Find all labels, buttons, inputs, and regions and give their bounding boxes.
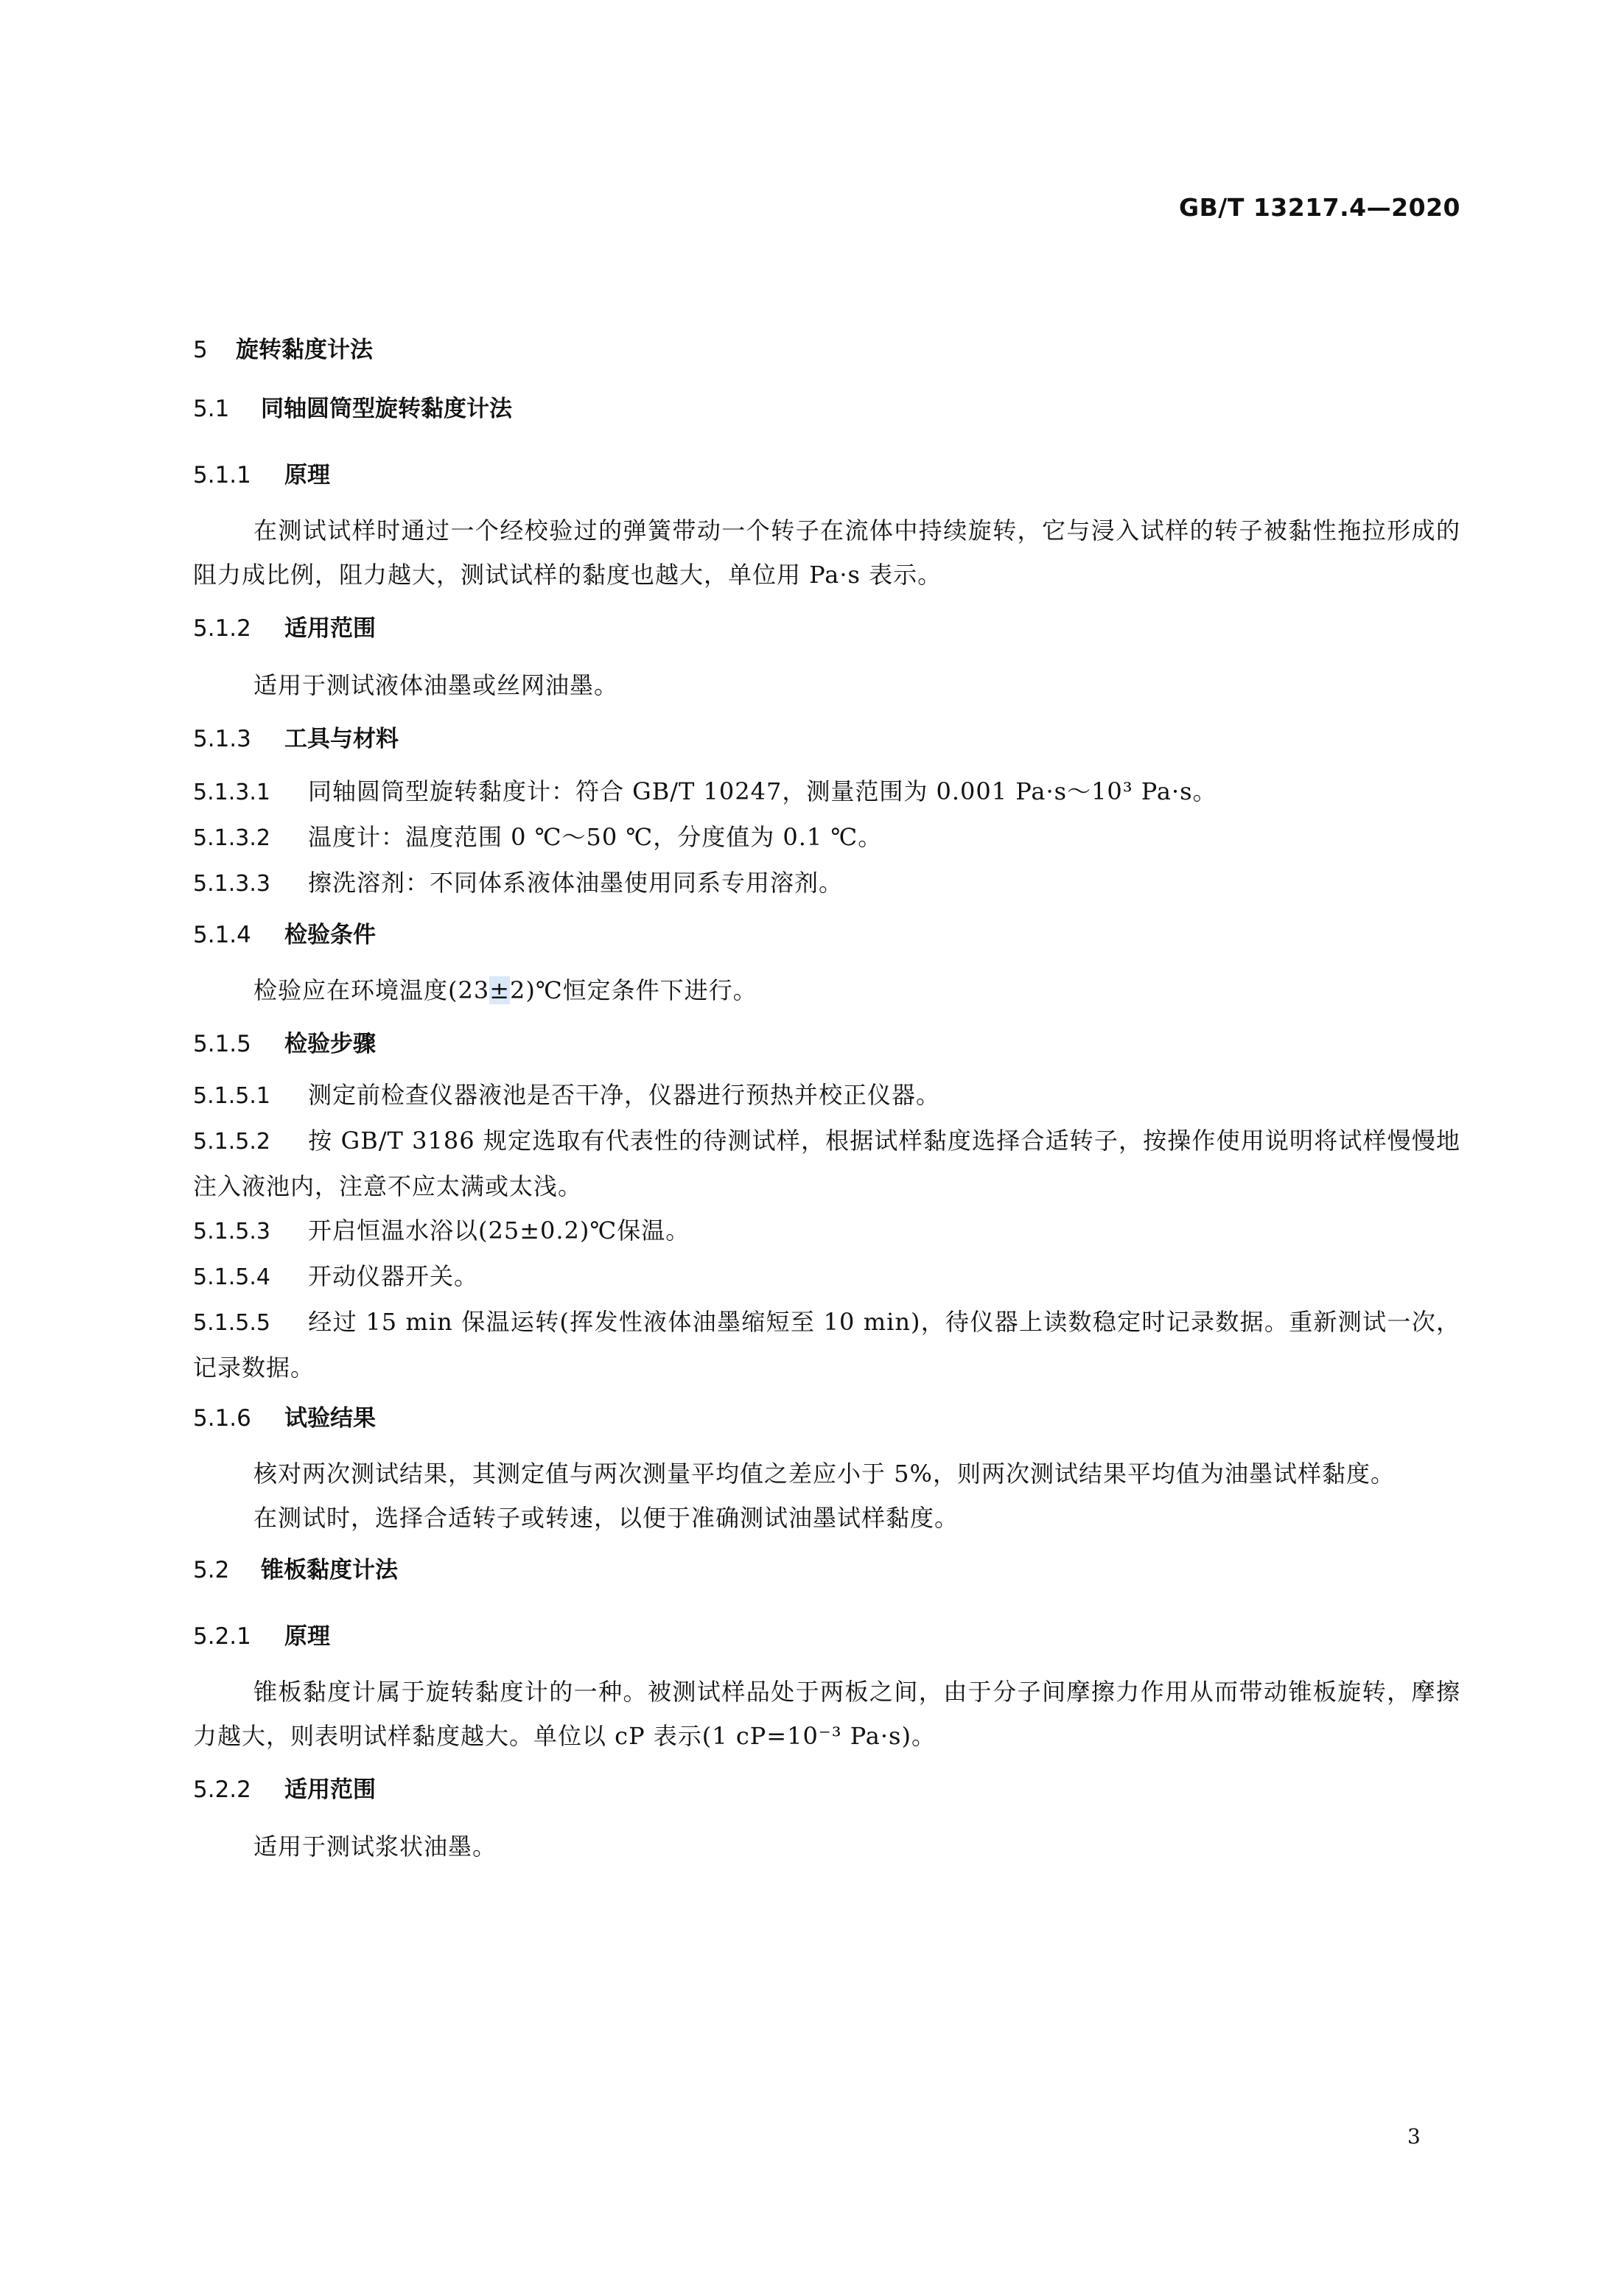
heading-title: 工具与材料: [284, 726, 399, 752]
heading-number: 5.1: [193, 396, 230, 422]
item-number: 5.1.5.3: [193, 1219, 270, 1244]
heading-number: 5: [193, 337, 208, 363]
item-number: 5.1.5.4: [193, 1264, 270, 1290]
text-segment: 检验应在环境温度(23: [253, 976, 490, 1004]
list-item-5-1-3-1: [193, 769, 1460, 815]
page-body: [193, 295, 1460, 1869]
item-text: 经过 15 min 保温运转(挥发性液体油墨缩短至 10 min)，待仪器上读数稳定时记录数据。重新测试一次，记录数据。: [193, 1308, 1460, 1382]
heading-5-1-2: [193, 610, 1460, 647]
heading-title: 原理: [284, 462, 330, 489]
heading-number: 5.1.6: [193, 1405, 251, 1432]
heading-number: 5.2.1: [193, 1623, 251, 1650]
item-text: 开启恒温水浴以(25±0.2)℃保温。: [308, 1216, 690, 1244]
heading-title: 检验条件: [284, 922, 376, 948]
list-item-5-1-5-4: [193, 1254, 1460, 1300]
paragraph-5-1-1: 在测试试样时通过一个经校验过的弹簧带动一个转子在流体中持续旋转，它与浸入试样的转子被黏性拖拉形成的阻力成比例，阻力越大，测试试样的黏度也越大，单位用 Pa·s 表示。: [193, 517, 1460, 589]
heading-title: 旋转黏度计法: [236, 337, 373, 363]
paragraph-5-2-2: 适用于测试浆状油墨。: [253, 1832, 497, 1860]
item-number: 5.1.5.2: [193, 1129, 270, 1155]
item-number: 5.1.5.1: [193, 1083, 270, 1109]
heading-title: 适用范围: [284, 615, 376, 642]
heading-title: 适用范围: [284, 1776, 376, 1803]
text-segment: 2)℃恒定条件下进行。: [510, 976, 757, 1004]
heading-number: 5.2: [193, 1557, 230, 1583]
item-text: 开动仪器开关。: [308, 1262, 479, 1290]
paragraph-5-2-1: 锥板黏度计属于旋转黏度计的一种。被测试样品处于两板之间，由于分子间摩擦力作用从而带动锥板旋转，摩擦力越大，则表明试样黏度越大。单位以 cP 表示(1 cP=10⁻³ Pa·s)。: [193, 1678, 1460, 1750]
list-item-5-1-5-3: [193, 1208, 1460, 1254]
heading-5-1-3: [193, 721, 1460, 757]
paragraph-5-1-6-a: 核对两次测试结果，其测定值与两次测量平均值之差应小于 5%，则两次测试结果平均值为油墨试样黏度。: [253, 1460, 1395, 1488]
item-number: 5.1.3.1: [193, 780, 270, 805]
heading-5-2: [193, 1552, 1460, 1589]
list-item-5-1-3-3: [193, 861, 1460, 906]
item-text: 测定前检查仪器液池是否干净，仪器进行预热并校正仪器。: [308, 1081, 941, 1109]
heading-5-1-5: [193, 1026, 1460, 1063]
item-number: 5.1.3.3: [193, 871, 270, 897]
list-item-5-1-3-2: [193, 815, 1460, 861]
heading-number: 5.1.5: [193, 1031, 251, 1057]
heading-5-2-2: [193, 1771, 1460, 1808]
heading-title: 原理: [284, 1623, 330, 1650]
heading-number: 5.1.1: [193, 462, 251, 489]
list-item-5-1-5-5: [193, 1300, 1460, 1390]
heading-5-1-6: [193, 1400, 1460, 1437]
heading-5-1: [193, 391, 1460, 427]
heading-number: 5.1.4: [193, 922, 251, 948]
heading-5-1-1: [193, 457, 1460, 494]
item-text: 同轴圆筒型旋转黏度计：符合 GB/T 10247，测量范围为 0.001 Pa·s～10³ Pa·s。: [308, 777, 1217, 805]
item-number: 5.1.5.5: [193, 1310, 270, 1336]
item-text: 按 GB/T 3186 规定选取有代表性的待测试样，根据试样黏度选择合适转子，按操作使用说明将试样慢慢地注入液池内，注意不应太满或太浅。: [193, 1127, 1460, 1200]
item-number: 5.1.3.2: [193, 825, 270, 851]
page-number: 3: [1407, 2124, 1421, 2149]
highlighted-text: ±: [489, 976, 511, 1004]
paragraph-5-1-4: [193, 968, 1460, 1012]
heading-number: 5.2.2: [193, 1776, 251, 1803]
paragraph-5-1-6-b: 在测试时，选择合适转子或转速，以便于准确测试油墨试样黏度。: [253, 1504, 959, 1532]
list-item-5-1-5-1: [193, 1073, 1460, 1119]
heading-title: 试验结果: [284, 1405, 376, 1432]
heading-number: 5.1.2: [193, 615, 251, 642]
heading-5: [193, 332, 1460, 368]
heading-title: 锥板黏度计法: [261, 1557, 398, 1583]
heading-5-2-1: [193, 1618, 1460, 1655]
paragraph-5-1-2: 适用于测试液体油墨或丝网油墨。: [253, 671, 619, 699]
item-text: 擦洗溶剂：不同体系液体油墨使用同系专用溶剂。: [308, 869, 844, 897]
item-text: 温度计：温度范围 0 ℃～50 ℃，分度值为 0.1 ℃。: [308, 823, 883, 851]
document-code: GB/T 13217.4—2020: [1179, 193, 1460, 222]
heading-number: 5.1.3: [193, 726, 251, 752]
heading-5-1-4: [193, 917, 1460, 953]
heading-title: 检验步骤: [284, 1031, 376, 1057]
list-item-5-1-5-2: [193, 1119, 1460, 1208]
heading-title: 同轴圆筒型旋转黏度计法: [261, 396, 512, 422]
